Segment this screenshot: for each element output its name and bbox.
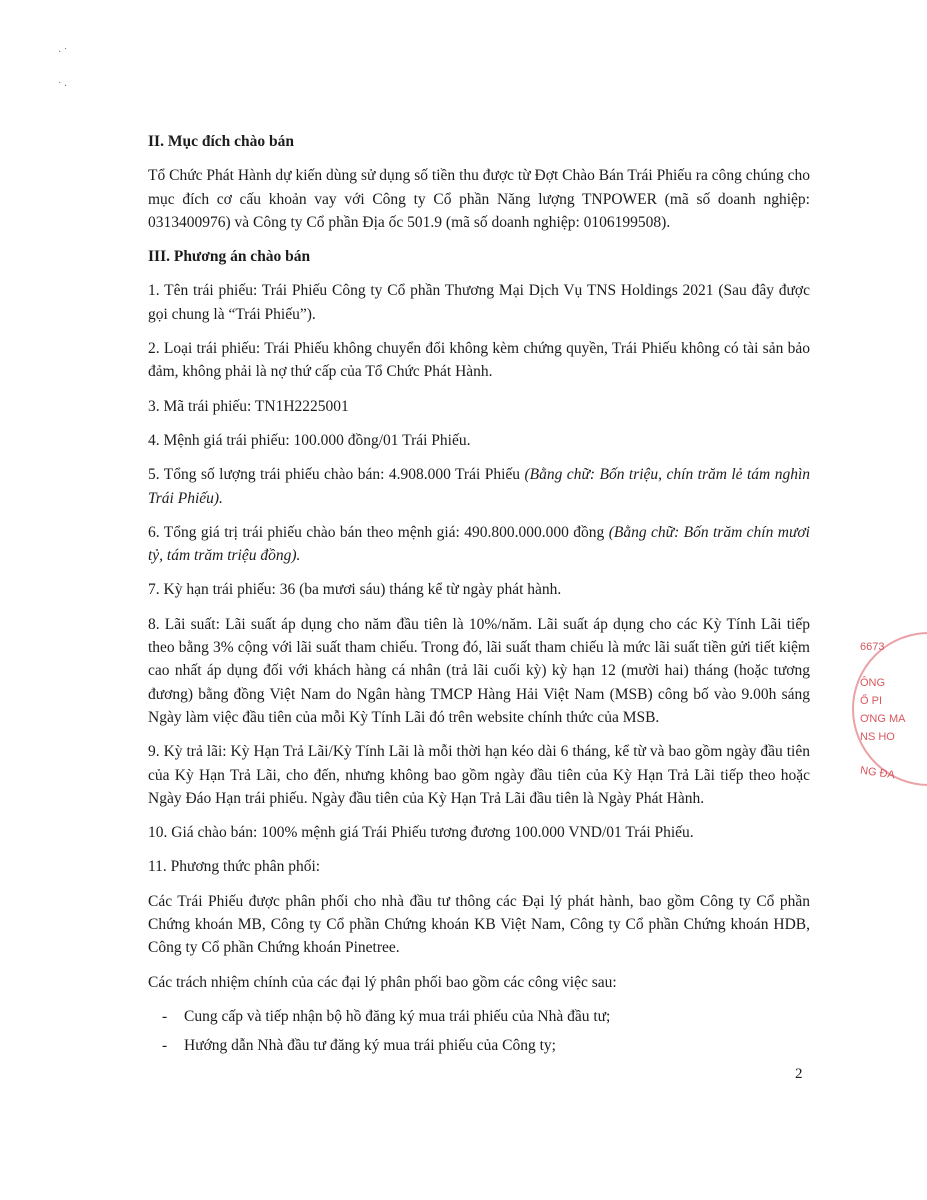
section-2-heading: II. Mục đích chào bán [148,133,294,150]
stamp-text: Ổ PI [860,695,883,707]
stamp-ring [852,632,927,786]
bullet-marker: - [162,1037,168,1055]
document-body [148,130,810,1064]
stamp-text: NS HO [860,731,895,743]
distribution-paragraph: Các Trái Phiếu được phân phối cho nhà đầu tư thông các Đại lý phát hành, bao gồm Công ty Cổ phần Chứng khoán MB, Công ty Cổ phần Chứng khoán KB Việt Nam, Công ty Cổ phần Chứng khoán HDB, Công ty Cổ phần Chứng khoán Pinetree. [148,892,810,957]
page-number: 2 [795,1066,803,1082]
responsibilities-intro: Các trách nhiệm chính của các đại lý phân phối bao gồm các công việc sau: [148,973,617,991]
item-4: 4. Mệnh giá trái phiếu: 100.000 đồng/01 Trái Phiếu. [148,431,471,449]
item-10: 10. Giá chào bán: 100% mệnh giá Trái Phiếu tương đương 100.000 VND/01 Trái Phiếu. [148,824,694,842]
item-7: 7. Kỳ hạn trái phiếu: 36 (ba mươi sáu) tháng kể từ ngày phát hành. [148,581,562,599]
item-5-words: (Bằng chữ: Bốn triệu, chín trăm lẻ tám nghìn Trái Phiếu). [148,466,810,507]
stamp-text: ÔNG [860,677,886,689]
section-3-heading: III. Phương án chào bán [148,248,311,266]
item-3: 3. Mã trái phiếu: TN1H2225001 [148,397,349,415]
item-5-text: 5. Tổng số lượng trái phiếu chào bán: 4.908.000 Trái Phiếu [148,466,525,484]
item-6 [148,521,810,568]
bullet-text: Hướng dẫn Nhà đầu tư đăng ký mua trái phiếu của Công ty; [184,1037,556,1055]
company-seal-stamp [846,630,927,810]
item-11: 11. Phương thức phân phối: [148,858,321,876]
item-5 [148,463,810,510]
stamp-text: NG ĐA [859,764,896,782]
bullet-text: Cung cấp và tiếp nhận bộ hồ đăng ký mua trái phiếu của Nhà đầu tư; [184,1007,611,1025]
scan-specks: · ˙ ˙ · [58,47,68,92]
bullet-marker: - [162,1007,168,1025]
item-2: 2. Loại trái phiếu: Trái Phiếu không chuyển đổi không kèm chứng quyền, Trái Phiếu không có tài sản bảo đảm, không phải là nợ thứ cấp của Tổ Chức Phát Hành. [148,340,810,381]
section-2-body: Tổ Chức Phát Hành dự kiến dùng sử dụng số tiền thu được từ Đợt Chào Bán Trái Phiếu ra công chúng cho mục đích cơ cấu khoản vay với Công ty Cổ phần Năng lượng TNPOWER (mã số doanh nghiệp: 0313400976) và Công ty Cổ phần Địa ốc 501.9 (mã số doanh nghiệp: 0106199508). [148,167,810,231]
item-6-text: 6. Tổng giá trị trái phiếu chào bán theo mệnh giá: 490.800.000.000 đồng [148,523,609,541]
list-item [148,1034,810,1057]
item-9: 9. Kỳ trả lãi: Kỳ Hạn Trả Lãi/Kỳ Tính Lãi là mỗi thời hạn kéo dài 6 tháng, kể từ và bao gồm ngày đầu tiên của Kỳ Hạn Trả Lãi, cho đến, nhưng không bao gồm ngày đầu tiên của Kỳ Hạn Trả Lãi tiếp theo hoặc Ngày Đáo Hạn trái phiếu. Ngày đầu tiên của Kỳ Hạn Trả Lãi đầu tiên là Ngày Phát Hành. [148,743,810,807]
stamp-text: 6673 [860,641,885,653]
item-1: 1. Tên trái phiếu: Trái Phiếu Công ty Cổ phần Thương Mại Dịch Vụ TNS Holdings 2021 (Sau đây được gọi chung là “Trái Phiếu”). [148,282,810,323]
item-8: 8. Lãi suất: Lãi suất áp dụng cho năm đầu tiên là 10%/năm. Lãi suất áp dụng cho các Kỳ Tính Lãi tiếp theo bằng 3% cộng với lãi suất tham chiếu. Trong đó, lãi suất tham chiếu là mức lãi suất tiền gửi tiết kiệm cao nhất áp dụng đối với khách hàng cá nhân (trả lãi cuối kỳ) kỳ hạn 12 (mười hai) tháng (hoặc tương đương) bằng đồng Việt Nam do Ngân hàng TMCP Hàng Hải Việt Nam (MSB) công bố vào 9.00h sáng Ngày làm việc đầu tiên của mỗi Kỳ Tính Lãi đó trên website chính thức của MSB. [148,615,810,726]
item-6-words: (Bằng chữ: Bốn trăm chín mươi tỷ, tám trăm triệu đồng). [148,523,810,565]
list-item [148,1005,810,1028]
stamp-text: ƠNG MA [860,713,906,725]
